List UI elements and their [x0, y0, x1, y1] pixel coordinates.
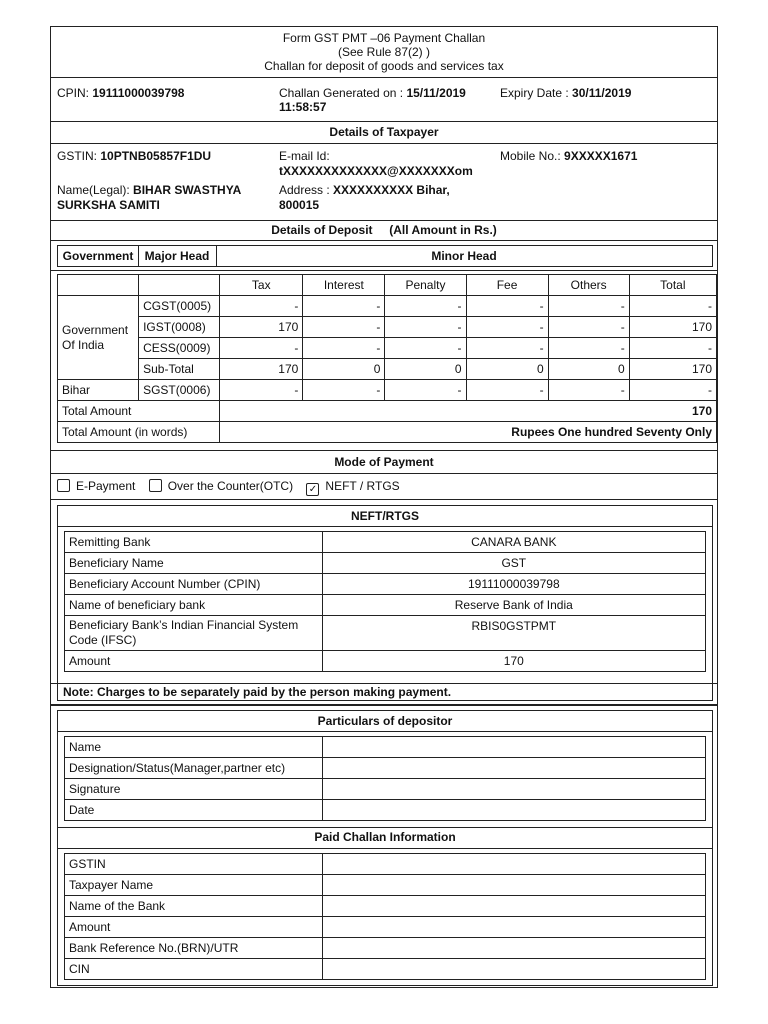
option-label: NEFT / RTGS — [325, 479, 400, 493]
total-words-value: Rupees One hundred Seventy Only — [220, 422, 717, 443]
designation-entry-field[interactable] — [322, 758, 705, 779]
payment-mode-options — [57, 479, 400, 496]
row-label: Name of beneficiary bank — [65, 595, 323, 616]
total-amount-row — [58, 401, 717, 422]
row-value: 170 — [322, 651, 705, 672]
head-cell: IGST(0008) — [139, 317, 220, 338]
row-label: Beneficiary Name — [65, 553, 323, 574]
row-label: Designation/Status(Manager,partner etc) — [65, 758, 323, 779]
legal-name-field — [57, 183, 241, 213]
challan-generated-field — [279, 86, 466, 114]
checkbox-icon[interactable] — [57, 479, 70, 492]
row-label: GSTIN — [65, 854, 323, 875]
form-header — [51, 31, 717, 73]
row-label: CIN — [65, 959, 323, 980]
value-cell: 170 — [629, 317, 716, 338]
depositor-box — [57, 710, 713, 986]
deposit-head-bar — [57, 245, 713, 267]
total-words-row — [58, 422, 717, 443]
cpin-field — [57, 86, 184, 100]
cpin-label: CPIN: — [57, 86, 90, 100]
cpin-value: 19111000039798 — [92, 86, 185, 100]
option-label: Over the Counter(OTC) — [167, 479, 294, 493]
mobile-field — [500, 149, 637, 163]
head-cell: SGST(0006) — [139, 380, 220, 401]
table-row — [65, 917, 706, 938]
value-cell: 0 — [303, 359, 385, 380]
value-cell: - — [466, 380, 548, 401]
value-cell: - — [220, 338, 303, 359]
row-label: Beneficiary Account Number (CPIN) — [65, 574, 323, 595]
head-cell: Sub-Total — [139, 359, 220, 380]
government-header: Government — [62, 249, 134, 263]
address-line1: XXXXXXXXXX Bihar, — [333, 183, 450, 197]
option-e-payment[interactable] — [57, 479, 139, 493]
signature-entry-field[interactable] — [322, 779, 705, 800]
taxpayer-heading: Details of Taxpayer — [329, 125, 439, 139]
table-row — [65, 758, 706, 779]
legal-name-line1: BIHAR SWASTHYA — [133, 183, 242, 197]
email-field — [279, 149, 473, 179]
value-cell: 0 — [466, 359, 548, 380]
bank-name-entry-field[interactable] — [322, 896, 705, 917]
row-value: 19111000039798 — [322, 574, 705, 595]
paid-challan-table — [64, 853, 706, 980]
expiry-label: Expiry Date : — [500, 86, 569, 100]
depositor-table — [64, 736, 706, 821]
head-cell: CESS(0009) — [139, 338, 220, 359]
generated-time: 11:58:57 — [279, 100, 327, 114]
table-row — [65, 553, 706, 574]
expiry-field — [500, 86, 631, 100]
depositor-heading: Particulars of depositor — [317, 714, 453, 728]
minor-head-header: Minor Head — [431, 249, 497, 263]
value-cell: - — [303, 317, 385, 338]
row-value: RBIS0GSTPMT — [322, 616, 705, 651]
row-value: CANARA BANK — [322, 532, 705, 553]
column-header: Tax — [220, 275, 303, 296]
form-subtitle: Challan for deposit of goods and services tax — [264, 59, 504, 73]
row-label: Taxpayer Name — [65, 875, 323, 896]
column-header: Total — [629, 275, 716, 296]
table-row — [65, 574, 706, 595]
value-cell: - — [385, 380, 466, 401]
table-row — [65, 959, 706, 980]
value-cell: - — [548, 380, 629, 401]
table-row — [65, 854, 706, 875]
address-field — [279, 183, 450, 213]
table-row — [65, 532, 706, 553]
column-header: Fee — [466, 275, 548, 296]
value-cell: - — [466, 317, 548, 338]
charges-note: Note: Charges to be separately paid by the person making payment. — [63, 685, 452, 699]
address-label: Address : — [279, 183, 330, 197]
address-line2: 800015 — [279, 198, 320, 212]
head-cell: CGST(0005) — [139, 296, 220, 317]
row-label: Remitting Bank — [65, 532, 323, 553]
column-header: Penalty — [385, 275, 466, 296]
form-title: Form GST PMT –06 Payment Challan — [282, 31, 486, 45]
generated-date: 15/11/2019 — [406, 86, 466, 100]
row-label: Amount — [65, 651, 323, 672]
row-value: GST — [322, 553, 705, 574]
value-cell: 0 — [548, 359, 629, 380]
neft-details-table — [64, 531, 706, 672]
government-of-india-cell: Government Of India — [58, 296, 139, 380]
total-amount-value: 170 — [220, 401, 717, 422]
brn-utr-entry-field[interactable] — [322, 938, 705, 959]
form-rule: (See Rule 87(2) ) — [337, 45, 431, 59]
row-label: Amount — [65, 917, 323, 938]
empty-cell — [58, 275, 139, 296]
value-cell: - — [629, 296, 716, 317]
value-cell: 170 — [220, 359, 303, 380]
expiry-value: 30/11/2019 — [572, 86, 632, 100]
gstin-label: GSTIN: — [57, 149, 98, 163]
value-cell: - — [629, 338, 716, 359]
row-label: Beneficiary Bank’s Indian Financial System Code (IFSC) — [65, 616, 323, 651]
deposit-columns-row — [58, 275, 717, 296]
table-row — [58, 359, 717, 380]
row-label: Name — [65, 737, 323, 758]
gstin-entry-field[interactable] — [322, 854, 705, 875]
legal-name-label: Name(Legal): — [57, 183, 130, 197]
table-row — [65, 938, 706, 959]
paid-challan-heading: Paid Challan Information — [314, 830, 456, 844]
column-header: Others — [548, 275, 629, 296]
option-neft-rtgs[interactable] — [306, 479, 399, 493]
column-header: Interest — [303, 275, 385, 296]
value-cell: - — [466, 338, 548, 359]
email-label: E-mail Id: — [279, 149, 330, 163]
taxpayer-name-entry-field[interactable] — [322, 875, 705, 896]
deposit-heading — [51, 223, 717, 237]
email-value: tXXXXXXXXXXXXX@XXXXXXXom — [279, 164, 473, 178]
legal-name-line2: SURKSHA SAMITI — [57, 198, 160, 212]
row-label: Name of the Bank — [65, 896, 323, 917]
date-entry-field[interactable] — [322, 800, 705, 821]
value-cell: 170 — [629, 359, 716, 380]
value-cell: - — [385, 317, 466, 338]
amount-entry-field[interactable] — [322, 917, 705, 938]
neft-rtgs-box — [57, 505, 713, 701]
major-head-header: Major Head — [144, 249, 210, 263]
table-row — [65, 651, 706, 672]
table-row — [65, 779, 706, 800]
neft-heading: NEFT/RTGS — [351, 509, 419, 523]
row-label: Date — [65, 800, 323, 821]
table-row — [58, 296, 717, 317]
value-cell: - — [303, 380, 385, 401]
generated-label: Challan Generated on : — [279, 86, 404, 100]
deposit-heading-text: Details of Deposit — [271, 223, 373, 237]
table-row — [58, 380, 717, 401]
value-cell: - — [220, 296, 303, 317]
value-cell: 0 — [385, 359, 466, 380]
value-cell: - — [548, 317, 629, 338]
state-cell: Bihar — [58, 380, 139, 401]
value-cell: - — [303, 338, 385, 359]
value-cell: - — [385, 338, 466, 359]
payment-challan-form — [50, 26, 718, 988]
table-row — [65, 737, 706, 758]
total-words-label: Total Amount (in words) — [58, 422, 220, 443]
value-cell: - — [220, 380, 303, 401]
option-label: E-Payment — [76, 479, 136, 493]
table-row — [65, 800, 706, 821]
value-cell: - — [548, 296, 629, 317]
option-otc[interactable] — [149, 479, 297, 493]
mobile-label: Mobile No.: — [500, 149, 561, 163]
checkbox-icon[interactable] — [149, 479, 162, 492]
name-entry-field[interactable] — [322, 737, 705, 758]
empty-cell — [139, 275, 220, 296]
table-row — [65, 595, 706, 616]
row-label: Bank Reference No.(BRN)/UTR — [65, 938, 323, 959]
table-row — [65, 875, 706, 896]
deposit-unit-note: (All Amount in Rs.) — [389, 223, 497, 237]
checked-checkbox-icon[interactable]: ✓ — [306, 483, 319, 496]
value-cell: - — [548, 338, 629, 359]
payment-mode-heading: Mode of Payment — [334, 455, 434, 469]
value-cell: - — [466, 296, 548, 317]
total-amount-label: Total Amount — [58, 401, 220, 422]
gstin-value: 10PTNB05857F1DU — [100, 149, 212, 163]
table-row — [65, 896, 706, 917]
value-cell: - — [385, 296, 466, 317]
table-row — [65, 616, 706, 651]
value-cell: - — [629, 380, 716, 401]
deposit-table — [57, 274, 717, 443]
row-value: Reserve Bank of India — [322, 595, 705, 616]
row-label: Signature — [65, 779, 323, 800]
mobile-value: 9XXXXX1671 — [564, 149, 638, 163]
cin-entry-field[interactable] — [322, 959, 705, 980]
table-row — [58, 317, 717, 338]
value-cell: - — [303, 296, 385, 317]
gstin-field — [57, 149, 211, 163]
value-cell: 170 — [220, 317, 303, 338]
table-row — [58, 338, 717, 359]
